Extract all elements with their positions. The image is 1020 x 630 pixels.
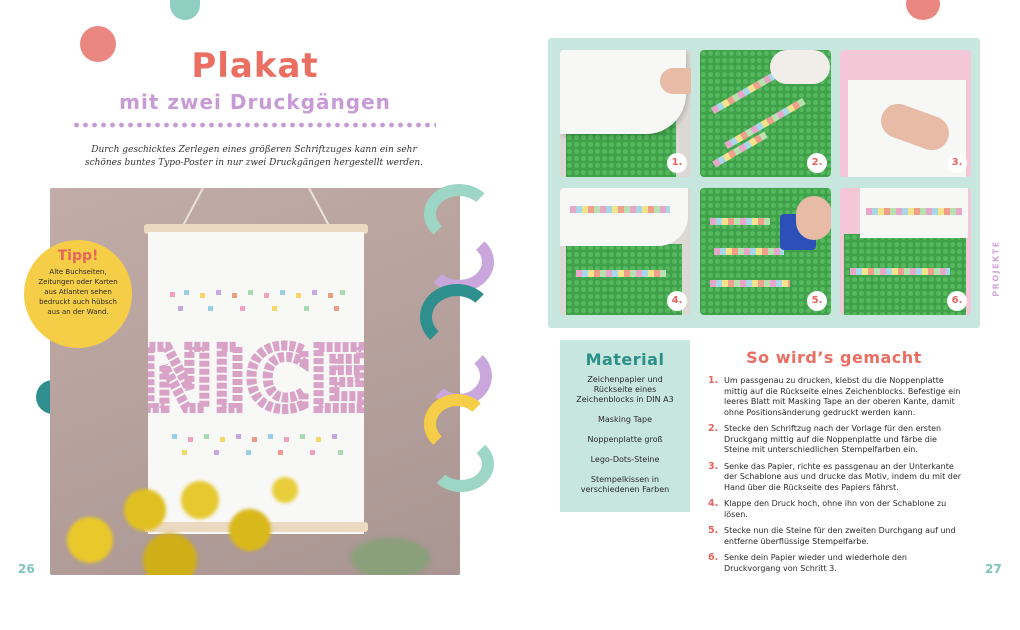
tip-heading: Tipp!	[57, 248, 99, 264]
page-title: Plakat	[191, 46, 319, 86]
yellow-flowers	[50, 470, 310, 575]
instruction-step: 3. Senke das Papier, richte es passgenau an der Unterkante der Schablone aus und drucke das Motiv, indem du mit der Hand über die Rückseite des Papiers fährst.	[708, 460, 962, 492]
poster-photo	[50, 188, 460, 575]
decor-mint-shape	[170, 0, 200, 20]
section-label: PROJEKTE	[991, 240, 1001, 297]
page-number-right: 27	[985, 562, 1002, 576]
step-number-badge: 3.	[947, 153, 967, 173]
decor-swirl	[424, 232, 494, 292]
step-image-3	[840, 50, 971, 177]
step-images-panel	[548, 38, 980, 328]
material-item: Stempelkissen in verschiedenen Farben	[580, 475, 670, 494]
material-item: Masking Tape	[598, 415, 652, 424]
decor-swirl	[428, 436, 494, 492]
green-leaf	[350, 538, 430, 575]
tip-badge	[24, 240, 132, 348]
decor-red-circle-right	[906, 0, 940, 20]
page-number-left: 26	[18, 562, 35, 576]
step-image-1	[560, 50, 691, 177]
material-heading: Material	[585, 350, 665, 369]
poster-dots-bottom	[172, 434, 343, 455]
step-image-2	[700, 50, 831, 177]
instruction-step: 2. Stecke den Schriftzug nach der Vorlage für den ersten Druckgang mittig auf die Noppenplatte und färbe die Steine mit unterschiedlichen Stempelfarben ein.	[708, 423, 942, 454]
step-number-badge: 5.	[807, 291, 827, 311]
step-number-badge: 2.	[807, 153, 827, 173]
material-item: Noppenplatte groß	[587, 435, 663, 444]
step-image-5	[700, 188, 831, 315]
instruction-step: 6. Senke dein Papier wieder und wiederhole den Druckvorgang von Schritt 3.	[708, 552, 907, 573]
material-item: Lego-Dots-Steine	[590, 455, 660, 464]
decor-swirl	[420, 284, 494, 350]
step-number-badge: 4.	[667, 291, 687, 311]
material-item: Zeichenpapier und Rückseite eines Zeichenblocks in DIN A3	[576, 375, 674, 404]
instruction-step: 4. Klappe den Druck hoch, ohne ihn von der Schablone zu lösen.	[708, 498, 947, 519]
step-image-4	[560, 188, 691, 315]
instruction-step: 1. Um passgenau zu drucken, klebst du die Noppenplatte mittig auf die Rückseite eines Zeichenblocks. Befestige ein leeres Blatt mit Masking Tape an der oberen Kante, damit ohne Positionsänderung gedruckt werden kann.	[708, 375, 961, 417]
instruction-list	[708, 376, 964, 580]
intro-text: Durch geschicktes Zerlegen eines größeren Schriftzuges kann ein sehr schönes buntes Typo-Poster in nur zwei Druckgängen hergestellt werden.	[84, 145, 424, 168]
tip-text: Alte Buchseiten, Zeitungen oder Karten aus Atlanten sehen bedruckt auch hübsch aus an der Wand.	[38, 268, 118, 316]
step-image-6	[840, 188, 971, 315]
dotted-divider	[72, 122, 436, 128]
instruction-step: 5. Stecke nun die Steine für den zweiten Durchgang auf und entferne überflüssige Stempelfarbe.	[708, 525, 956, 546]
page-subtitle: mit zwei Druckgängen	[119, 90, 391, 114]
poster-dots-top	[170, 290, 345, 311]
poster-word: NICE	[148, 330, 364, 428]
step-number-badge: 6.	[947, 291, 967, 311]
step-number-badge: 1.	[667, 153, 687, 173]
instructions-heading: So wird’s gemacht	[746, 348, 922, 367]
material-box	[560, 340, 690, 512]
